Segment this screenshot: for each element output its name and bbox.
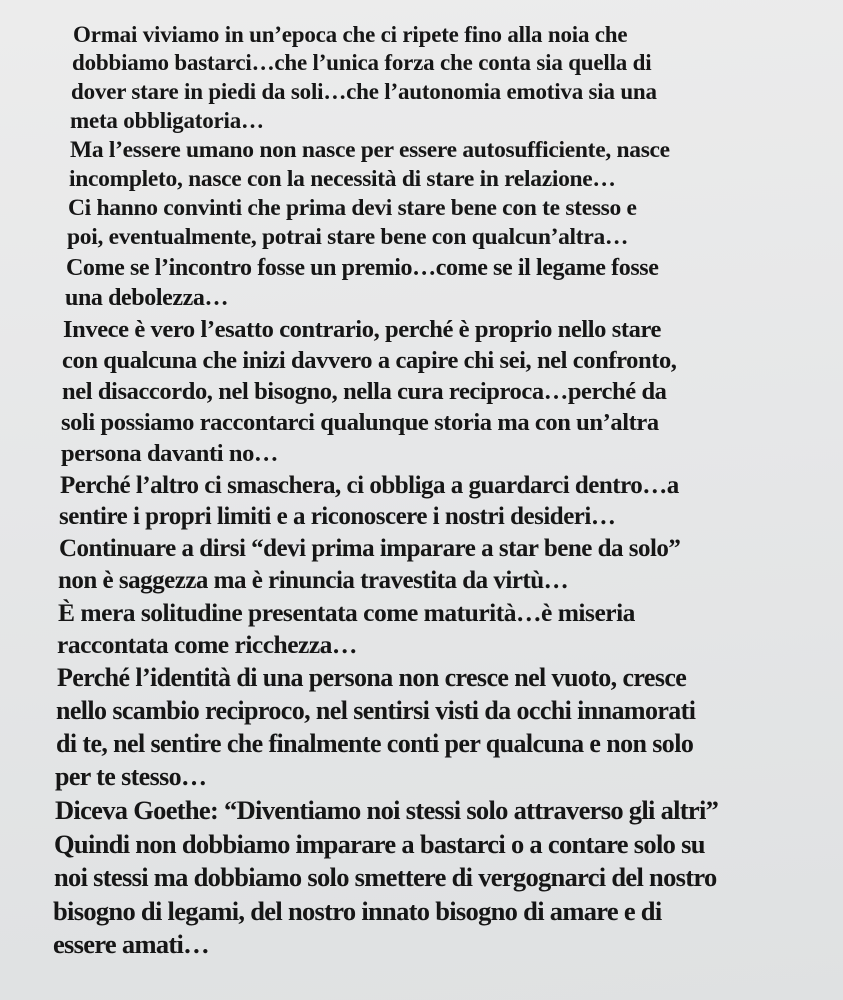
text-line: di te, nel sentire che finalmente conti per qualcuna e non solo (56, 729, 694, 758)
text-line: Continuare a dirsi “devi prima imparare a star bene da solo” (59, 535, 681, 562)
text-line: Ci hanno convinti che prima devi stare bene con te stesso e (68, 195, 637, 221)
text-line: È mera solitudine presentata come maturità…è miseria (58, 598, 635, 627)
text-line: nello scambio reciproco, nel sentirsi visti da occhi innamorati (56, 696, 696, 725)
text-line: Ma l’essere umano non nasce per essere autosufficiente, nasce (70, 137, 670, 163)
text-line: dover stare in piedi da soli…che l’autonomia emotiva sia una (71, 79, 657, 104)
text-line: per te stesso… (55, 762, 207, 791)
text-line: non è saggezza ma è rinuncia travestita da virtù… (58, 567, 569, 594)
text-line: con qualcuna che inizi davvero a capire chi sei, nel confronto, (62, 347, 677, 374)
text-line: noi stessi ma dobbiamo solo smettere di vergognarci del nostro (54, 862, 717, 892)
text-line: Perché l’identità di una persona non cresce nel vuoto, cresce (57, 663, 687, 692)
text-line: Diceva Goethe: “Diventiamo noi stessi solo attraverso gli altri” (55, 795, 719, 825)
text-line: bisogno di legami, del nostro innato bisogno di amare e di (53, 896, 662, 926)
text-line: Perché l’altro ci smaschera, ci obbliga a guardarci dentro…a (60, 472, 679, 499)
text-line: una debolezza… (65, 285, 229, 311)
text-line: essere amati… (53, 929, 209, 959)
text-line: Come se l’incontro fosse un premio…come se il legame fosse (66, 255, 659, 281)
text-line: soli possiamo raccontarci qualunque storia ma con un’altra (61, 409, 659, 436)
text-line: sentire i propri limiti e a riconoscere i nostri desideri… (59, 503, 616, 530)
text-line: persona davanti no… (61, 440, 279, 467)
text-line: dobbiamo bastarci…che l’unica forza che conta sia quella di (72, 50, 652, 75)
text-line: raccontata come ricchezza… (57, 630, 357, 659)
text-line: Invece è vero l’esatto contrario, perché è proprio nello stare (63, 316, 661, 343)
text-line: meta obbligatoria… (70, 108, 264, 133)
text-line: poi, eventualmente, potrai stare bene con qualcun’altra… (67, 224, 629, 250)
text-line: Quindi non dobbiamo imparare a bastarci o a contare solo su (54, 829, 705, 859)
text-line: incompleto, nasce con la necessità di stare in relazione… (69, 166, 616, 192)
text-line: nel disaccordo, nel bisogno, nella cura reciproca…perché da (62, 378, 667, 405)
text-line: Ormai viviamo in un’epoca che ci ripete fino alla noia che (73, 22, 628, 47)
